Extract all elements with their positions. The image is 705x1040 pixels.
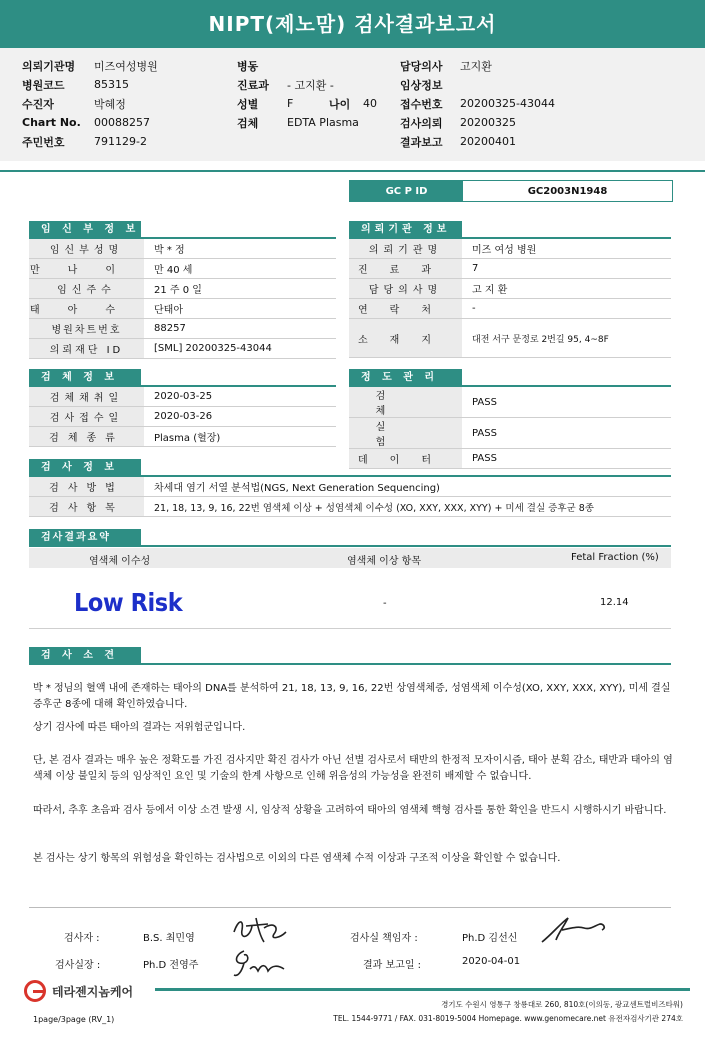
field-value: [SML] 20200325-43044: [144, 339, 336, 359]
qc-info-table: [349, 387, 671, 469]
header-label: 의뢰기관명: [22, 59, 76, 73]
field-label: 만나이: [29, 259, 144, 279]
gc-pid-box: [349, 180, 673, 202]
section-divider: [29, 545, 671, 547]
section-qc-title: 정 도 관 리: [349, 369, 462, 387]
tester-name: B.S. 최민영: [143, 933, 195, 944]
field-label: 실험: [349, 418, 462, 449]
field-value: 단태아: [144, 299, 336, 319]
company-logo: [24, 980, 133, 1002]
header-value: 00088257: [94, 116, 150, 129]
header-label: 검체: [237, 116, 259, 130]
section-test-title: 검 사 정 보: [29, 459, 141, 477]
section-pregnant-title: 임 신 부 정 보: [29, 221, 141, 239]
header-label: 결과보고: [400, 135, 443, 149]
field-value: 2020-03-25: [144, 387, 336, 407]
section-findings-title: 검 사 소 견: [29, 647, 141, 665]
company-contact: TEL. 1544-9771 / FAX. 031-8019-5004 Homepage. www.genomecare.net 유전자검사기관 274호: [333, 1014, 683, 1023]
field-value: 박 * 정: [144, 239, 336, 259]
field-value: 88257: [144, 319, 336, 339]
header-value: 고지환: [460, 59, 492, 73]
field-label: 검체종류: [29, 427, 144, 447]
lab-head-label: 검사실 책임자 :: [350, 933, 418, 944]
report-title: NIPT(제노맘) 검사결과보고서: [0, 0, 705, 48]
field-value: 차세대 염기 서열 분석법(NGS, Next Generation Sequencing): [144, 477, 671, 497]
field-label: 의뢰기관명: [349, 239, 462, 259]
header-column-1: [22, 56, 158, 151]
field-label: 임신부성명: [29, 239, 144, 259]
finding-paragraph: 박 * 정님의 혈액 내에 존재하는 태아의 DNA를 분석하여 21, 18, 13, 9, 16, 22번 상염색체증, 성염색체 이수성(XO, XXY, XXX, XYY), 미세 결실 증후군 8종에 대해 확인하였습니다.: [33, 683, 671, 710]
header-label: 수진자: [22, 97, 54, 111]
header-value: 20200325-43044: [460, 97, 555, 110]
field-value: 21 주 0 일: [144, 279, 336, 299]
section-institution-title: 의뢰기관 정보: [349, 221, 462, 239]
header-label: 병원코드: [22, 78, 65, 92]
field-label: 병원차트번호: [29, 319, 144, 339]
director-label: 검사실장 :: [55, 960, 101, 971]
header-label: 주민번호: [22, 135, 65, 149]
gc-pid-label: GC P ID: [350, 181, 463, 201]
age-value: 40: [363, 97, 377, 110]
field-label: 검체채취일: [29, 387, 144, 407]
field-value: -: [462, 299, 671, 319]
gc-pid-value: GC2003N1948: [527, 185, 608, 197]
field-label: 소재지: [349, 319, 462, 358]
field-value: PASS: [462, 418, 671, 449]
report-date-label: 결과 보고일 :: [363, 960, 422, 971]
section-result-title: 검사결과요약: [29, 529, 141, 547]
header-value: 20200325: [460, 116, 516, 129]
field-value: Plasma (혈장): [144, 427, 336, 447]
field-value: 21, 18, 13, 9, 16, 22번 염색체 이상 + 성염색체 이수성 (XO, XXY, XXX, XYY) + 미세 결실 증후군 8종: [144, 497, 671, 517]
finding-paragraph: 본 검사는 상기 항목의 위험성을 확인하는 검사법으로 이외의 다른 염색체 수적 이상과 구조적 이상을 확인할 수 없습니다.: [33, 853, 561, 864]
tester-signature: [228, 912, 292, 946]
section-divider: [29, 663, 671, 665]
footer-divider: [155, 988, 690, 991]
test-info-table: [29, 477, 671, 517]
header-column-2: [237, 56, 377, 132]
result-divider: [29, 628, 671, 629]
header-column-3: [400, 56, 555, 151]
director-signature: [230, 945, 294, 979]
header-value: 20200401: [460, 135, 516, 148]
field-label: 태아수: [29, 299, 144, 319]
header-label: 임상정보: [400, 78, 443, 92]
field-value: PASS: [462, 449, 671, 469]
specimen-info-table: [29, 387, 336, 447]
header-divider: [0, 170, 705, 172]
field-label: 검사항목: [29, 497, 144, 517]
field-label: 연락처: [349, 299, 462, 319]
result-col-fetal-fraction: Fetal Fraction (%): [571, 552, 659, 563]
field-label: 데이터: [349, 449, 462, 469]
field-value: 만 40 세: [144, 259, 336, 279]
abnormal-value: -: [383, 598, 387, 609]
field-label: 검체: [349, 387, 462, 418]
field-value: 대전 서구 문정로 2번길 95, 4~8F: [462, 319, 671, 358]
section-specimen-title: 검 체 정 보: [29, 369, 141, 387]
header-label: 병동: [237, 59, 259, 73]
risk-result: Low Risk: [74, 588, 183, 617]
field-label: 검사접수일: [29, 407, 144, 427]
field-label: 임신주수: [29, 279, 144, 299]
header-label: Chart No.: [22, 116, 81, 129]
header-value: - 고지환 -: [287, 78, 334, 92]
field-label: 검사방법: [29, 477, 144, 497]
tester-label: 검사자 :: [64, 933, 100, 944]
header-label: 검사의뢰: [400, 116, 443, 130]
page-number: 1page/3page (RV_1): [33, 1015, 115, 1024]
field-label: 의뢰재단 ID: [29, 339, 144, 359]
field-value: 2020-03-26: [144, 407, 336, 427]
fetal-fraction-value: 12.14: [600, 597, 629, 608]
result-col-abnormal: 염색체 이상 항목: [347, 556, 421, 567]
signoff-divider: [29, 907, 671, 908]
patient-header: [0, 48, 705, 161]
header-label: 담당의사: [400, 59, 443, 73]
company-address: 경기도 수원시 영통구 창룡대로 260, 810호(이의동, 광교센트럴비즈타워): [441, 1000, 683, 1009]
header-value: 미즈여성병원: [94, 59, 158, 73]
field-label: 진료과: [349, 259, 462, 279]
lab-head-signature: [538, 912, 610, 946]
header-value: EDTA Plasma: [287, 116, 359, 129]
header-value: F: [287, 97, 294, 110]
company-name: 테라젠지놈케어: [52, 984, 134, 999]
header-value: 박혜정: [94, 97, 126, 111]
director-name: Ph.D 전영주: [143, 960, 199, 971]
pregnant-info-table: [29, 239, 336, 359]
finding-paragraph: 상기 검사에 따른 태아의 결과는 저위험군입니다.: [33, 722, 246, 733]
company-logo-icon: [24, 980, 46, 1002]
field-value: 7: [462, 259, 671, 279]
header-label: 진료과: [237, 78, 269, 92]
header-label: 접수번호: [400, 97, 443, 111]
field-value: 고 지 환: [462, 279, 671, 299]
lab-head-name: Ph.D 김선신: [462, 933, 518, 944]
result-header-row: [29, 548, 671, 568]
field-value: PASS: [462, 387, 671, 418]
field-value: 미즈 여성 병원: [462, 239, 671, 259]
header-value: 791129-2: [94, 135, 147, 148]
header-label: 성별: [237, 97, 259, 111]
finding-paragraph: 단, 본 검사 결과는 매우 높은 정확도를 가진 검사지만 확진 검사가 아닌 선별 검사로서 태반의 한정적 모자이시즘, 태아 분획 감소, 태반과 태아의 염색체 이상 불일치 등의 임상적인 요인 및 기술의 한계 사항으로 인해 위음성의 가능성을 완전히 배제할 수 없습니다.: [33, 755, 673, 782]
field-label: 담당의사명: [349, 279, 462, 299]
header-value: 85315: [94, 78, 129, 91]
finding-paragraph: 따라서, 추후 초음파 검사 등에서 이상 소견 발생 시, 임상적 상황을 고려하여 태아의 염색체 핵형 검사를 통한 확인을 반드시 시행하시기 바랍니다.: [33, 805, 667, 816]
report-date-value: 2020-04-01: [462, 956, 521, 967]
result-col-aneuploidy: 염색체 이수성: [89, 556, 151, 567]
institution-info-table: [349, 239, 671, 358]
age-label: 나이: [329, 97, 351, 111]
